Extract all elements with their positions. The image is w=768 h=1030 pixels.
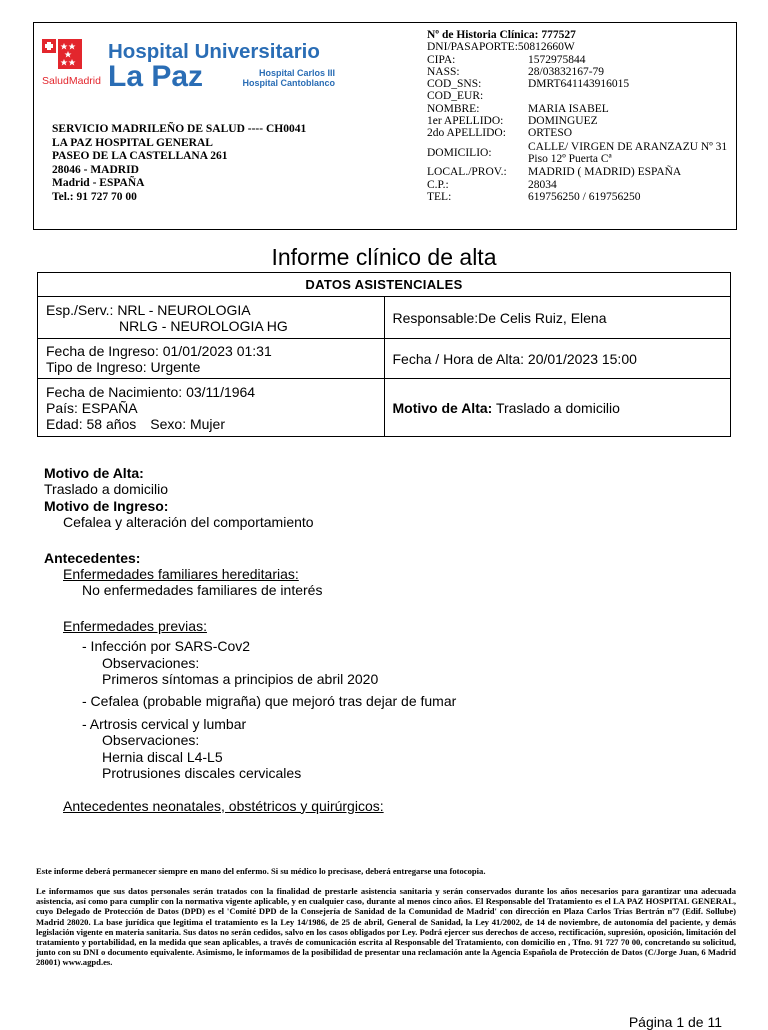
- motivo-alta-value: Traslado a domicilio: [495, 399, 620, 416]
- patient-field-value: DMRT641143916015: [528, 78, 630, 91]
- patient-field-row: [427, 166, 735, 178]
- patient-field-row: [427, 54, 735, 66]
- patient-field-value: ORTESO: [528, 127, 573, 140]
- sexo: Sexo: Mujer: [150, 415, 225, 432]
- patient-field-row: [427, 191, 735, 203]
- servicio-cell: [38, 297, 385, 339]
- patient-field-label: TEL:: [427, 190, 452, 203]
- hospital-logo: [40, 37, 340, 97]
- patient-field-value: [528, 90, 735, 102]
- patient-field-label: C.P.:: [427, 178, 449, 191]
- patient-field-value: MADRID ( MADRID) ESPAÑA: [528, 166, 682, 179]
- familiares-text: No enfermedades familiares de interés: [82, 582, 323, 599]
- org-line: SERVICIO MADRILEÑO DE SALUD ---- CH0041: [52, 123, 307, 135]
- patient-field-label: COD_SNS:: [427, 78, 482, 91]
- motivo-ingreso-heading: Motivo de Ingreso:: [44, 497, 169, 514]
- org-line: Tel.: 91 727 70 00: [52, 190, 137, 203]
- logo-sub2: Hospital Cantoblanco: [242, 78, 335, 88]
- responsable-cell: Responsable:De Celis Ruiz, Elena: [384, 297, 731, 339]
- servicio-line2: NRLG - NEUROLOGIA HG: [119, 317, 288, 334]
- org-line: LA PAZ HOSPITAL GENERAL: [52, 136, 213, 149]
- patient-field-value: MARIA ISABEL: [528, 102, 609, 115]
- footer-legal-text: Le informamos que sus datos personales serán tratados con la finalidad de prestarle asistencia sanitaria y serán conservados durante los años necesarios para garantizar una adecuada asistencia, así como para cumplir con la normativa vigente aplicable, y en cualquier caso, durante al menos cinco años. El Responsable del Tratamiento es el LA PAZ HOSPITAL GENERAL, cuyo Delegado de Protección de Datos (DPD) es el 'Comité DPD de la Consejería de Sanidad de la Comunidad de Madrid' con dirección en Plaza Carlos Trías Bertrán nº7 (Edif. Sollube) Madrid 28020. La base jurídica que legitima el tratamiento es la Ley 14/1986, de 25 de abril, General de Sanidad, la Ley 41/2002, de 14 de noviembre, de autonomía del paciente, y demás legislación vigente en materia sanitaria. Sus datos no serán cedidos, salvo en los casos obligados por Ley. Podrá ejercer sus derechos de acceso, rectificación, supresión, oposición, limitación del tratamiento y portabilidad, en la medida que sean aplicables, a través de comunicación escrita al Responsable del Tratamiento, con domicilio en , Tfno. 91 727 70 00, concretando su solicitud, junto con su DNI o documento equivalente. Asimismo, le informamos de la posibilidad de presentar una reclamación ante la Agencia Española de Protección de Datos (C/Jorge Juan, 6 Madrid 28001) www.agpd.es.: [36, 886, 736, 968]
- patient-field-value: 619756250 / 619756250: [528, 190, 641, 203]
- patient-field-row: [427, 66, 735, 78]
- motivo-alta-heading: Motivo de Alta:: [44, 465, 144, 481]
- org-line: Madrid - ESPAÑA: [52, 177, 145, 190]
- logo-sub1: Hospital Carlos III: [258, 68, 335, 78]
- patient-field-value: 1572975844: [528, 53, 586, 66]
- domicilio-label: DOMICILIO:: [427, 146, 492, 159]
- patient-field-label: 2do APELLIDO:: [427, 127, 506, 140]
- motivo-alta-cell: [384, 379, 731, 437]
- patient-field-row: [427, 115, 735, 127]
- patient-field-value: DOMINGUEZ: [528, 115, 598, 128]
- motivo-alta-text: Traslado a domicilio: [44, 481, 168, 498]
- logo-line1: Hospital Universitario: [108, 40, 320, 63]
- servicio-line1: Esp./Serv.: NRL - NEUROLOGIA: [46, 301, 251, 318]
- report-title: Informe clínico de alta: [271, 244, 497, 270]
- patient-field-label: LOCAL./PROV.:: [427, 166, 507, 179]
- salud-madrid-wordmark: SaludMadrid: [42, 75, 101, 87]
- patient-field-value: 28034: [528, 178, 557, 191]
- fecha-ingreso: Fecha de Ingreso: 01/01/2023 01:31: [46, 342, 272, 359]
- patient-field-row: [427, 78, 735, 90]
- antecedentes-heading: Antecedentes:: [44, 549, 141, 566]
- patient-field-row: [427, 103, 735, 115]
- previa-item-1-obs-label: Observaciones:: [102, 654, 200, 671]
- footer-notice: Este informe deberá permanecer siempre en mano del enfermo. Si su médico lo precisase, deberá entregarse una fotocopia.: [36, 866, 486, 876]
- tipo-ingreso: Tipo de Ingreso: Urgente: [46, 358, 201, 375]
- previa-item-3-obs-a: Hernia discal L4-L5: [102, 748, 223, 765]
- historia-clinica: Nº de Historia Clínica: 777527: [427, 29, 576, 41]
- patient-field-label: COD_EUR:: [427, 90, 484, 103]
- neonatales-heading: Antecedentes neonatales, obstétricos y quirúrgicos:: [63, 797, 384, 814]
- patient-field-label: 1er APELLIDO:: [427, 115, 504, 128]
- familiares-heading: Enfermedades familiares hereditarias:: [63, 566, 299, 583]
- pais: País: ESPAÑA: [46, 399, 138, 416]
- patient-field-value: 28/03832167-79: [528, 65, 605, 78]
- logo-line2: La Paz: [108, 60, 204, 93]
- patient-info: [427, 29, 735, 203]
- motivo-ingreso-text: Cefalea y alteración del comportamiento: [63, 514, 314, 531]
- previa-item-2: - Cefalea (probable migraña) que mejoró tras dejar de fumar: [82, 693, 457, 710]
- report-body: [44, 465, 724, 814]
- organization-address: [52, 123, 306, 205]
- fecha-alta-cell: Fecha / Hora de Alta: 20/01/2023 15:00: [384, 339, 731, 379]
- datos-header: DATOS ASISTENCIALES: [38, 273, 731, 297]
- dni-pasaporte: DNI/PASAPORTE:50812660W: [427, 41, 575, 54]
- page-number: Página 1 de 11: [628, 1014, 722, 1030]
- edad-sexo: [46, 416, 376, 432]
- edad: Edad: 58 años: [46, 415, 137, 432]
- patient-field-row: [427, 179, 735, 191]
- org-line: 28046 - MADRID: [52, 163, 139, 176]
- patient-field-label: NOMBRE:: [427, 102, 480, 115]
- patient-field-row: [427, 90, 735, 102]
- motivo-alta-label: Motivo de Alta:: [392, 399, 493, 416]
- previa-item-3: - Artrosis cervical y lumbar: [82, 715, 247, 732]
- domicilio-row: [427, 141, 735, 166]
- previa-item-1: - Infección por SARS-Cov2: [82, 638, 251, 655]
- header-box: [33, 22, 737, 230]
- previa-item-3-obs-b: Protrusiones discales cervicales: [102, 765, 302, 782]
- org-line: PASEO DE LA CASTELLANA 261: [52, 150, 228, 163]
- patient-field-label: NASS:: [427, 65, 460, 78]
- datos-asistenciales-table: [37, 272, 731, 437]
- paciente-cell: [38, 379, 385, 437]
- previa-item-1-obs: Primeros síntomas a principios de abril 2020: [102, 671, 379, 688]
- patient-field-label: CIPA:: [427, 53, 456, 66]
- previas-heading: Enfermedades previas:: [63, 617, 207, 634]
- fecha-nacimiento: Fecha de Nacimiento: 03/11/1964: [46, 383, 256, 400]
- domicilio-value: CALLE/ VIRGEN DE ARANZAZU Nº 31 Piso 12º Puerta Cª: [528, 140, 728, 165]
- patient-field-row: [427, 127, 735, 139]
- previa-item-3-obs-label: Observaciones:: [102, 732, 200, 749]
- ingreso-cell: [38, 339, 385, 379]
